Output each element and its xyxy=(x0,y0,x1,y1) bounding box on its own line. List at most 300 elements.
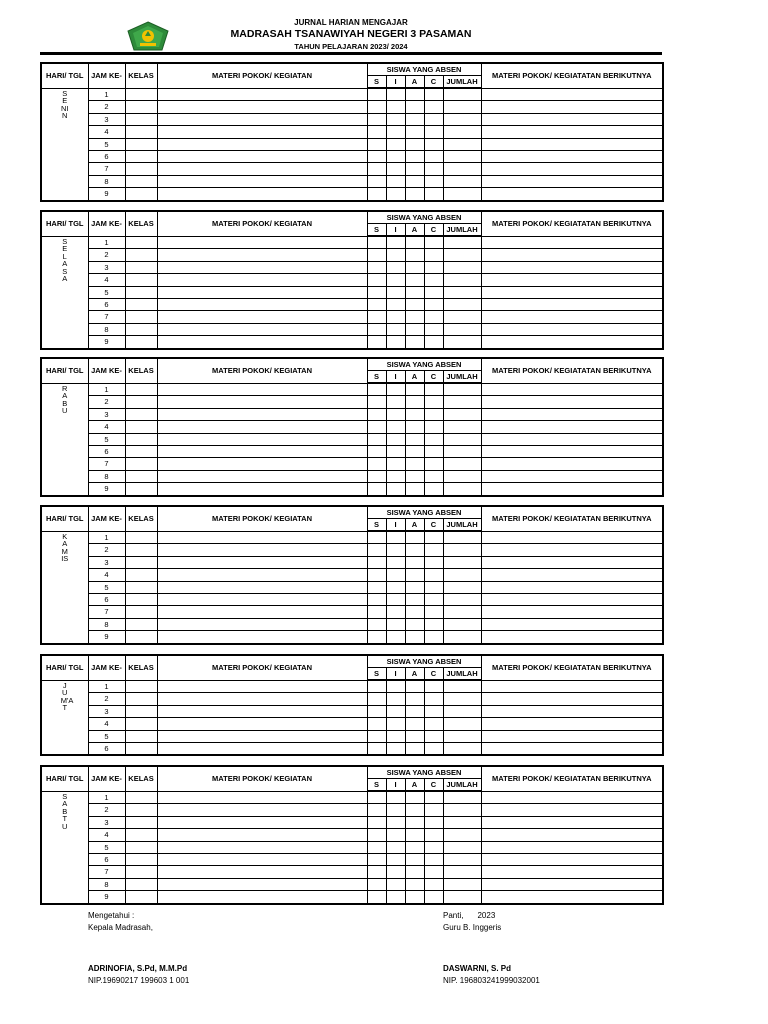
entry-cell xyxy=(405,421,424,433)
principal-signature xyxy=(88,963,189,987)
entry-cell xyxy=(405,446,424,458)
entry-cell xyxy=(481,286,663,298)
entry-cell xyxy=(386,730,405,742)
entry-cell xyxy=(405,163,424,175)
table-row xyxy=(41,249,663,261)
entry-cell xyxy=(125,606,157,618)
entry-cell xyxy=(443,556,481,568)
entry-cell xyxy=(443,408,481,420)
entry-cell xyxy=(424,606,443,618)
hour-cell: 4 xyxy=(88,274,125,286)
entry-cell xyxy=(367,594,386,606)
entry-cell xyxy=(386,336,405,349)
entry-cell xyxy=(157,470,367,482)
entry-cell xyxy=(405,854,424,866)
entry-cell xyxy=(443,163,481,175)
day-name: SABTU xyxy=(62,791,68,831)
hour-cell: 6 xyxy=(88,594,125,606)
entry-cell xyxy=(443,433,481,445)
entry-cell xyxy=(424,705,443,717)
hour-cell: 3 xyxy=(88,816,125,828)
entry-cell xyxy=(157,866,367,878)
entry-cell xyxy=(386,791,405,804)
entry-cell xyxy=(367,261,386,273)
entry-cell xyxy=(424,249,443,261)
entry-cell xyxy=(386,618,405,630)
entry-cell xyxy=(157,88,367,101)
entry-cell xyxy=(481,323,663,335)
col-hari-header: HARI/ TGL xyxy=(41,358,88,383)
entry-cell xyxy=(157,163,367,175)
entry-cell xyxy=(157,693,367,705)
col-absen-header: SISWA YANG ABSEN xyxy=(367,63,481,76)
day-name-cell xyxy=(41,88,88,201)
hour-cell: 8 xyxy=(88,878,125,890)
table-row xyxy=(41,458,663,470)
entry-cell xyxy=(405,705,424,717)
entry-cell xyxy=(481,705,663,717)
table-row xyxy=(41,891,663,904)
hour-cell: 6 xyxy=(88,151,125,163)
hour-cell: 4 xyxy=(88,421,125,433)
entry-cell xyxy=(157,286,367,298)
entry-cell xyxy=(125,433,157,445)
entry-cell xyxy=(405,261,424,273)
entry-cell xyxy=(125,188,157,201)
entry-cell xyxy=(386,804,405,816)
col-hari-header: HARI/ TGL xyxy=(41,766,88,791)
journal-table-day xyxy=(40,765,664,905)
hour-cell: 4 xyxy=(88,718,125,730)
col-a-header: A xyxy=(405,668,424,681)
entry-cell xyxy=(424,816,443,828)
entry-cell xyxy=(405,151,424,163)
entry-cell xyxy=(424,236,443,249)
entry-cell xyxy=(386,433,405,445)
col-berikutnya-header: MATERI POKOK/ KEGIATATAN BERIKUTNYA xyxy=(481,358,663,383)
entry-cell xyxy=(481,336,663,349)
entry-cell xyxy=(125,88,157,101)
day-name-cell xyxy=(41,791,88,904)
journal-table-day xyxy=(40,505,664,645)
table-row xyxy=(41,705,663,717)
col-c-header: C xyxy=(424,224,443,237)
hour-cell: 6 xyxy=(88,299,125,311)
col-absen-header: SISWA YANG ABSEN xyxy=(367,655,481,668)
place: Panti, xyxy=(443,911,464,920)
entry-cell xyxy=(157,261,367,273)
table-row xyxy=(41,274,663,286)
entry-cell xyxy=(367,383,386,396)
entry-cell xyxy=(424,421,443,433)
entry-cell xyxy=(405,556,424,568)
entry-cell xyxy=(443,151,481,163)
entry-cell xyxy=(125,113,157,125)
entry-cell xyxy=(405,188,424,201)
journal-table-day xyxy=(40,62,664,202)
hour-cell: 8 xyxy=(88,618,125,630)
journal-table-day xyxy=(40,210,664,350)
entry-cell xyxy=(443,718,481,730)
table-row xyxy=(41,126,663,138)
entry-cell xyxy=(125,163,157,175)
entry-cell xyxy=(125,421,157,433)
entry-cell xyxy=(424,891,443,904)
entry-cell xyxy=(405,743,424,756)
entry-cell xyxy=(481,730,663,742)
table-row xyxy=(41,581,663,593)
entry-cell xyxy=(481,804,663,816)
entry-cell xyxy=(443,323,481,335)
hour-cell: 4 xyxy=(88,829,125,841)
entry-cell xyxy=(367,878,386,890)
col-c-header: C xyxy=(424,371,443,384)
entry-cell xyxy=(157,274,367,286)
entry-cell xyxy=(125,791,157,804)
table-row xyxy=(41,680,663,693)
entry-cell xyxy=(367,841,386,853)
entry-cell xyxy=(424,483,443,496)
col-s-header: S xyxy=(367,371,386,384)
entry-cell xyxy=(367,458,386,470)
hour-cell: 2 xyxy=(88,804,125,816)
entry-cell xyxy=(386,188,405,201)
entry-cell xyxy=(125,556,157,568)
table-row xyxy=(41,816,663,828)
col-absen-header: SISWA YANG ABSEN xyxy=(367,211,481,224)
place-date xyxy=(443,910,501,922)
col-i-header: I xyxy=(386,371,405,384)
entry-cell xyxy=(386,175,405,187)
entry-cell xyxy=(424,841,443,853)
hour-cell: 5 xyxy=(88,433,125,445)
entry-cell xyxy=(443,816,481,828)
entry-cell xyxy=(424,470,443,482)
col-hari-header: HARI/ TGL xyxy=(41,506,88,531)
table-row xyxy=(41,88,663,101)
entry-cell xyxy=(481,743,663,756)
hour-cell: 8 xyxy=(88,323,125,335)
entry-cell xyxy=(386,841,405,853)
col-jumlah-header: JUMLAH xyxy=(443,519,481,532)
hour-cell: 3 xyxy=(88,408,125,420)
entry-cell xyxy=(405,236,424,249)
table-row xyxy=(41,631,663,644)
table-row xyxy=(41,421,663,433)
entry-cell xyxy=(125,866,157,878)
entry-cell xyxy=(424,396,443,408)
entry-cell xyxy=(367,113,386,125)
entry-cell xyxy=(125,569,157,581)
entry-cell xyxy=(481,854,663,866)
entry-cell xyxy=(125,261,157,273)
entry-cell xyxy=(125,841,157,853)
entry-cell xyxy=(386,88,405,101)
col-i-header: I xyxy=(386,76,405,89)
hour-cell: 7 xyxy=(88,458,125,470)
entry-cell xyxy=(125,323,157,335)
entry-cell xyxy=(157,594,367,606)
entry-cell xyxy=(157,791,367,804)
entry-cell xyxy=(443,470,481,482)
entry-cell xyxy=(481,594,663,606)
entry-cell xyxy=(424,446,443,458)
entry-cell xyxy=(443,383,481,396)
entry-cell xyxy=(443,878,481,890)
acknowledged-label: Mengetahui : xyxy=(88,911,135,920)
hour-cell: 2 xyxy=(88,249,125,261)
entry-cell xyxy=(443,544,481,556)
entry-cell xyxy=(481,249,663,261)
entry-cell xyxy=(443,88,481,101)
hour-cell: 2 xyxy=(88,693,125,705)
col-absen-header: SISWA YANG ABSEN xyxy=(367,358,481,371)
col-materi-header: MATERI POKOK/ KEGIATAN xyxy=(157,211,367,236)
entry-cell xyxy=(157,126,367,138)
entry-cell xyxy=(157,323,367,335)
entry-cell xyxy=(481,151,663,163)
hour-cell: 2 xyxy=(88,544,125,556)
hour-cell: 9 xyxy=(88,336,125,349)
col-berikutnya-header: MATERI POKOK/ KEGIATATAN BERIKUTNYA xyxy=(481,63,663,88)
entry-cell xyxy=(367,718,386,730)
entry-cell xyxy=(405,680,424,693)
entry-cell xyxy=(443,594,481,606)
entry-cell xyxy=(424,113,443,125)
entry-cell xyxy=(157,396,367,408)
principal-name: ADRINOFIA, S.Pd, M.M.Pd xyxy=(88,964,188,973)
col-hari-header: HARI/ TGL xyxy=(41,655,88,680)
entry-cell xyxy=(125,175,157,187)
entry-cell xyxy=(367,446,386,458)
entry-cell xyxy=(481,680,663,693)
col-jumlah-header: JUMLAH xyxy=(443,779,481,792)
entry-cell xyxy=(367,829,386,841)
entry-cell xyxy=(157,433,367,445)
entry-cell xyxy=(125,236,157,249)
col-a-header: A xyxy=(405,779,424,792)
entry-cell xyxy=(424,101,443,113)
entry-cell xyxy=(424,274,443,286)
entry-cell xyxy=(367,299,386,311)
table-row xyxy=(41,261,663,273)
entry-cell xyxy=(125,101,157,113)
table-row xyxy=(41,236,663,249)
table-row xyxy=(41,433,663,445)
entry-cell xyxy=(367,804,386,816)
teacher-name: DASWARNI, S. Pd xyxy=(443,964,512,973)
entry-cell xyxy=(125,408,157,420)
day-name-cell xyxy=(41,383,88,496)
entry-cell xyxy=(405,101,424,113)
entry-cell xyxy=(443,188,481,201)
entry-cell xyxy=(443,421,481,433)
entry-cell xyxy=(405,804,424,816)
entry-cell xyxy=(386,151,405,163)
hour-cell: 3 xyxy=(88,261,125,273)
entry-cell xyxy=(443,446,481,458)
entry-cell xyxy=(481,531,663,544)
col-jam-header: JAM KE- xyxy=(88,506,125,531)
entry-cell xyxy=(443,854,481,866)
entry-cell xyxy=(125,631,157,644)
col-s-header: S xyxy=(367,779,386,792)
entry-cell xyxy=(157,556,367,568)
journal-table-day xyxy=(40,654,664,756)
entry-cell xyxy=(125,138,157,150)
entry-cell xyxy=(125,458,157,470)
entry-cell xyxy=(443,829,481,841)
entry-cell xyxy=(157,336,367,349)
entry-cell xyxy=(157,631,367,644)
table-row xyxy=(41,396,663,408)
entry-cell xyxy=(367,854,386,866)
entry-cell xyxy=(125,680,157,693)
day-name-cell xyxy=(41,236,88,349)
journal-table-day xyxy=(40,357,664,497)
entry-cell xyxy=(386,878,405,890)
table-row xyxy=(41,188,663,201)
entry-cell xyxy=(443,841,481,853)
table-row xyxy=(41,101,663,113)
entry-cell xyxy=(125,594,157,606)
entry-cell xyxy=(443,606,481,618)
hour-cell: 5 xyxy=(88,841,125,853)
entry-cell xyxy=(424,618,443,630)
entry-cell xyxy=(367,126,386,138)
teacher-nip: NIP. 196803241999032001 xyxy=(443,976,540,985)
entry-cell xyxy=(424,866,443,878)
entry-cell xyxy=(386,408,405,420)
entry-cell xyxy=(424,544,443,556)
col-jam-header: JAM KE- xyxy=(88,63,125,88)
entry-cell xyxy=(405,383,424,396)
entry-cell xyxy=(424,88,443,101)
table-row xyxy=(41,718,663,730)
entry-cell xyxy=(443,286,481,298)
hour-cell: 1 xyxy=(88,383,125,396)
entry-cell xyxy=(443,299,481,311)
entry-cell xyxy=(481,408,663,420)
col-jumlah-header: JUMLAH xyxy=(443,224,481,237)
entry-cell xyxy=(443,581,481,593)
entry-cell xyxy=(125,718,157,730)
entry-cell xyxy=(424,569,443,581)
col-hari-header: HARI/ TGL xyxy=(41,63,88,88)
day-name: RABU xyxy=(62,383,68,416)
entry-cell xyxy=(481,446,663,458)
entry-cell xyxy=(367,743,386,756)
table-row xyxy=(41,383,663,396)
entry-cell xyxy=(405,594,424,606)
entry-cell xyxy=(157,151,367,163)
entry-cell xyxy=(481,483,663,496)
entry-cell xyxy=(157,101,367,113)
day-name: JUM'AT xyxy=(60,680,74,713)
col-berikutnya-header: MATERI POKOK/ KEGIATATAN BERIKUTNYA xyxy=(481,655,663,680)
hour-cell: 2 xyxy=(88,101,125,113)
entry-cell xyxy=(405,816,424,828)
hour-cell: 6 xyxy=(88,854,125,866)
entry-cell xyxy=(481,718,663,730)
entry-cell xyxy=(405,311,424,323)
entry-cell xyxy=(386,113,405,125)
entry-cell xyxy=(386,458,405,470)
entry-cell xyxy=(386,101,405,113)
entry-cell xyxy=(125,470,157,482)
col-a-header: A xyxy=(405,224,424,237)
entry-cell xyxy=(443,261,481,273)
entry-cell xyxy=(424,336,443,349)
entry-cell xyxy=(481,163,663,175)
entry-cell xyxy=(386,606,405,618)
entry-cell xyxy=(405,606,424,618)
col-absen-header: SISWA YANG ABSEN xyxy=(367,766,481,779)
entry-cell xyxy=(386,829,405,841)
entry-cell xyxy=(405,791,424,804)
entry-cell xyxy=(386,569,405,581)
entry-cell xyxy=(157,483,367,496)
entry-cell xyxy=(125,816,157,828)
entry-cell xyxy=(386,126,405,138)
entry-cell xyxy=(405,336,424,349)
entry-cell xyxy=(424,175,443,187)
table-row xyxy=(41,829,663,841)
entry-cell xyxy=(386,383,405,396)
entry-cell xyxy=(125,151,157,163)
entry-cell xyxy=(367,175,386,187)
entry-cell xyxy=(386,854,405,866)
entry-cell xyxy=(367,606,386,618)
col-materi-header: MATERI POKOK/ KEGIATAN xyxy=(157,358,367,383)
entry-cell xyxy=(424,299,443,311)
entry-cell xyxy=(405,544,424,556)
entry-cell xyxy=(443,891,481,904)
entry-cell xyxy=(386,680,405,693)
entry-cell xyxy=(443,680,481,693)
entry-cell xyxy=(443,569,481,581)
entry-cell xyxy=(405,299,424,311)
hour-cell: 5 xyxy=(88,138,125,150)
entry-cell xyxy=(367,680,386,693)
entry-cell xyxy=(424,730,443,742)
entry-cell xyxy=(157,311,367,323)
document-header xyxy=(40,14,662,54)
entry-cell xyxy=(157,891,367,904)
entry-cell xyxy=(125,730,157,742)
entry-cell xyxy=(386,261,405,273)
entry-cell xyxy=(424,556,443,568)
entry-cell xyxy=(157,544,367,556)
entry-cell xyxy=(367,396,386,408)
col-s-header: S xyxy=(367,668,386,681)
col-jumlah-header: JUMLAH xyxy=(443,371,481,384)
entry-cell xyxy=(367,556,386,568)
col-jam-header: JAM KE- xyxy=(88,211,125,236)
entry-cell xyxy=(405,569,424,581)
entry-cell xyxy=(125,705,157,717)
entry-cell xyxy=(157,408,367,420)
entry-cell xyxy=(367,816,386,828)
entry-cell xyxy=(386,866,405,878)
entry-cell xyxy=(367,138,386,150)
entry-cell xyxy=(367,433,386,445)
entry-cell xyxy=(405,878,424,890)
entry-cell xyxy=(367,236,386,249)
entry-cell xyxy=(367,311,386,323)
table-row xyxy=(41,544,663,556)
hour-cell: 7 xyxy=(88,163,125,175)
